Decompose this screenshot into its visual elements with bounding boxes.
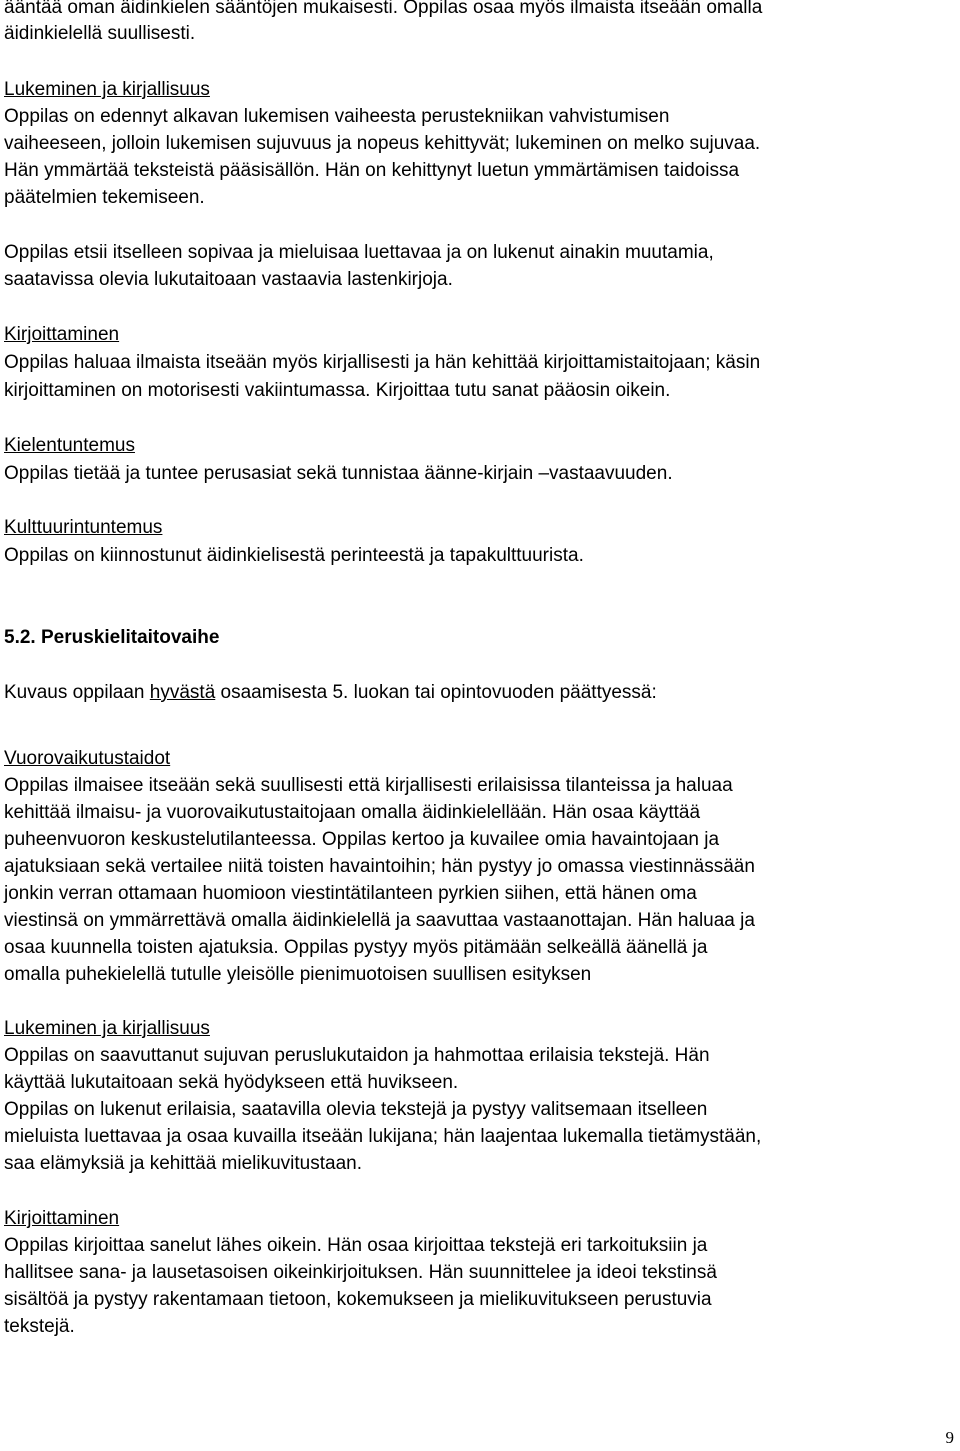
description-prefix: Kuvaus oppilaan [4, 682, 150, 703]
text-line: saa elämyksiä ja kehittää mielikuvitustaan. [4, 1153, 363, 1174]
text-line: Oppilas kirjoittaa sanelut lähes oikein. Hän osaa kirjoittaa tekstejä eri tarkoituksiin ja [4, 1235, 708, 1256]
text-line: osaa kuunnella toisten ajatuksia. Oppilas pystyy myös pitämään selkeällä äänellä ja [4, 937, 708, 958]
text-line: kirjoittaminen on motorisesti vakiintumassa. Kirjoittaa tutu sanat pääosin oikein. [4, 380, 671, 401]
description-suffix: osaamisesta 5. luokan tai opintovuoden päättyessä: [215, 682, 657, 703]
description-underlined-word: hyvästä [149, 682, 216, 703]
text-line: Oppilas on kiinnostunut äidinkielisestä perinteestä ja tapakulttuurista. [4, 545, 584, 566]
text-line: ääntää oman äidinkielen sääntöjen mukaisesti. Oppilas osaa myös ilmaista itseään omalla [4, 0, 763, 18]
section-heading: Kirjoittaminen [4, 324, 120, 345]
section-heading: Kirjoittaminen [4, 1208, 120, 1229]
text-line: puheenvuoron keskustelutilanteessa. Oppilas kertoo ja kuvailee omia havaintojaan ja [4, 829, 720, 850]
text-line: Hän ymmärtää teksteistä pääsisällön. Hän on kehittynyt luetun ymmärtämisen taidoissa [4, 160, 740, 181]
text-line: mieluista luettavaa ja osaa kuvailla itseään lukijana; hän laajentaa lukemalla tietämystään, [4, 1126, 762, 1147]
text-line: Oppilas on saavuttanut sujuvan peruslukutaidon ja hahmottaa erilaisia tekstejä. Hän [4, 1045, 710, 1066]
text-line: Oppilas on edennyt alkavan lukemisen vaiheesta perustekniikan vahvistumisen [4, 106, 670, 127]
text-line: päätelmien tekemiseen. [4, 187, 205, 208]
description-line [4, 680, 657, 706]
text-line: viestinsä on ymmärrettävä omalla äidinkielellä ja saavuttaa vastaanottajan. Hän haluaa ja [4, 910, 755, 931]
text-line: sisältöä ja pystyy rakentamaan tietoon, kokemukseen ja mielikuvitukseen perustuvia [4, 1289, 712, 1310]
section-heading: Kulttuurintuntemus [4, 517, 163, 538]
text-line: ajatuksiaan sekä vertailee niitä toisten havaintoihin; hän pystyy jo omassa viestinnässään [4, 856, 755, 877]
chapter-heading: 5.2. Peruskielitaitovaihe [4, 627, 220, 648]
text-line: käyttää lukutaitoaan sekä hyödykseen että huvikseen. [4, 1072, 459, 1093]
section-heading: Vuorovaikutustaidot [4, 748, 171, 769]
section-heading: Kielentuntemus [4, 435, 135, 456]
section-heading: Lukeminen ja kirjallisuus [4, 1018, 210, 1039]
text-line: Oppilas tietää ja tuntee perusasiat sekä tunnistaa äänne-kirjain –vastaavuuden. [4, 463, 673, 484]
text-line: Oppilas ilmaisee itseään sekä suullisesti että kirjallisesti erilaisissa tilanteissa ja haluaa [4, 775, 733, 796]
page-number: 9 [945, 1428, 954, 1447]
text-line: vaiheeseen, jolloin lukemisen sujuvuus ja nopeus kehittyvät; lukeminen on melko sujuvaa. [4, 133, 761, 154]
section-heading: Lukeminen ja kirjallisuus [4, 79, 210, 100]
text-line: saatavissa olevia lukutaitoaan vastaavia lastenkirjoja. [4, 269, 453, 290]
text-line: Oppilas on lukenut erilaisia, saatavilla olevia tekstejä ja pystyy valitsemaan itselleen [4, 1099, 708, 1120]
text-line: äidinkielellä suullisesti. [4, 23, 196, 44]
text-line: jonkin verran ottamaan huomioon viestintätilanteen pyrkien siihen, että hänen oma [4, 883, 697, 904]
text-line: tekstejä. [4, 1316, 75, 1337]
text-line: hallitsee sana- ja lausetasoisen oikeinkirjoituksen. Hän suunnittelee ja ideoi tekstinsä [4, 1262, 717, 1283]
text-line: kehittää ilmaisu- ja vuorovaikutustaitojaan omalla äidinkielellään. Hän osaa käyttää [4, 802, 701, 823]
text-line: omalla puhekielellä tutulle yleisölle pienimuotoisen suullisen esityksen [4, 964, 592, 985]
text-line: Oppilas haluaa ilmaista itseään myös kirjallisesti ja hän kehittää kirjoittamistaitojaan; käsin [4, 352, 761, 373]
text-line: Oppilas etsii itselleen sopivaa ja mieluisaa luettavaa ja on lukenut ainakin muutamia, [4, 242, 714, 263]
